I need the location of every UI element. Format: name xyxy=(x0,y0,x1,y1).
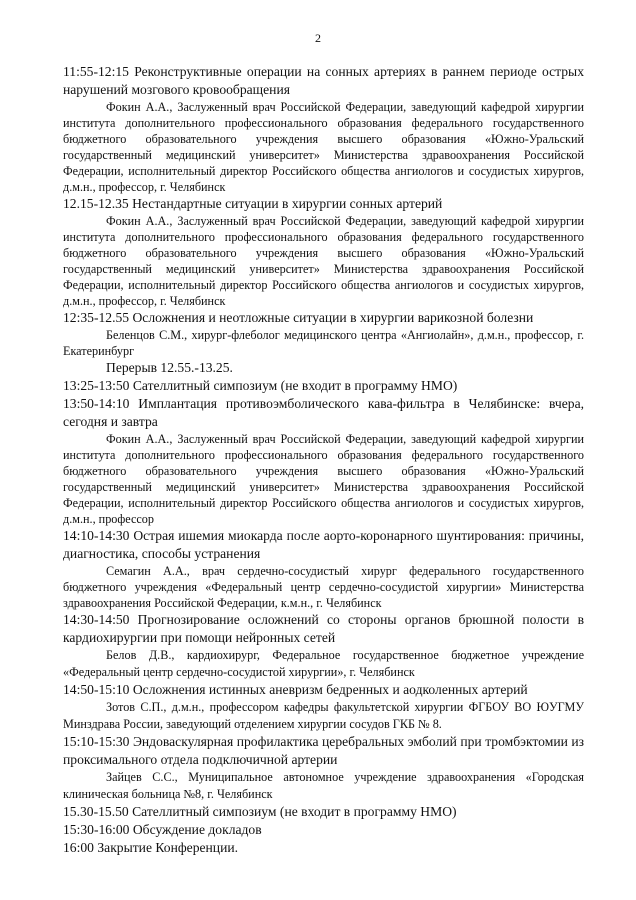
session-title: 15.30-15.50 Сателлитный симпозиум (не входит в программу НМО) xyxy=(63,804,457,819)
session-title: 13:50-14:10 Имплантация противоэмболического кава-фильтра в Челябинске: вчера, сегодня и завтра xyxy=(63,396,584,429)
speaker-info: Белов Д.В., кардиохирург, Федеральное государственное бюджетное учреждение «Федеральный центр сердечно-сосудистой хирургии», г. Челябинск xyxy=(63,648,584,679)
speaker-info: Беленцов С.М., хирург-флеболог медицинского центра «Ангиолайн», д.м.н., профессор, г. Екатеринбург xyxy=(63,328,584,358)
speaker-info: Фокин А.А., Заслуженный врач Российской Федерации, заведующий кафедрой хирургии института дополнительного профессионального образования федерального государственного бюджетного образовательного учреждения высшего образования «Южно-Уральский государственный медицинский университет» Министерства здравоохранения Российской Федерации, исполнительный директор Российского общества ангиологов и сосудистых хирургов, д.м.н., профессор, г. Челябинск xyxy=(63,100,584,194)
session-title: 15:10-15:30 Эндоваскулярная профилактика церебральных эмболий при тромбэктомии из проксимального отдела подключичной артерии xyxy=(63,734,584,767)
session-title: 14:10-14:30 Острая ишемия миокарда после аорто-коронарного шунтирования: причины, диагностика, способы устранения xyxy=(63,528,584,561)
page-number: 2 xyxy=(315,31,321,45)
speaker-info: Фокин А.А., Заслуженный врач Российской Федерации, заведующий кафедрой хирургии института дополнительного профессионального образования федерального государственного бюджетного образовательного учреждения высшего образования «Южно-Уральский государственный медицинский университет» Министерства здравоохранения Российской Федерации, исполнительный директор Российского общества ангиологов и сосудистых хирургов, д.м.н., профессор xyxy=(63,432,584,526)
session-title: 12:35-12.55 Осложнения и неотложные ситуации в хирургии варикозной болезни xyxy=(63,310,534,325)
session-title: 14:30-14:50 Прогнозирование осложнений со стороны органов брюшной полости в кардиохирургии при помощи нейронных сетей xyxy=(63,612,584,645)
break-line: Перерыв 12.55.-13.25. xyxy=(106,360,233,375)
session-title: 11:55-12:15 Реконструктивные операции на сонных артериях в раннем периоде острых нарушений мозгового кровообращения xyxy=(63,64,584,97)
session-title: 12.15-12.35 Нестандартные ситуации в хирургии сонных артерий xyxy=(63,196,443,211)
session-title: 16:00 Закрытие Конференции. xyxy=(63,840,239,855)
program-content xyxy=(63,63,584,857)
session-title: 13:25-13:50 Сателлитный симпозиум (не входит в программу НМО) xyxy=(63,378,458,393)
session-title: 14:50-15:10 Осложнения истинных аневризм бедренных и аодколенных артерий xyxy=(63,682,528,697)
speaker-info: Зайцев С.С., Муниципальное автономное учреждение здравоохранения «Городская клиническая больница №8, г. Челябинск xyxy=(63,770,584,801)
speaker-info: Зотов С.П., д.м.н., профессором кафедры факультетской хирургии ФГБОУ ВО ЮУГМУ Минздрава России, заведующий отделением хирургии сосудов ГКБ № 8. xyxy=(63,700,584,731)
speaker-info: Семагин А.А., врач сердечно-сосудистый хирург федерального государственного бюджетного учреждения «Федеральный центр сердечно-сосудистой хирургии» Министерства здравоохранения Российской Федерации, к.м.н., г. Челябинск xyxy=(63,564,584,610)
session-title: 15:30-16:00 Обсуждение докладов xyxy=(63,822,262,837)
speaker-info: Фокин А.А., Заслуженный врач Российской Федерации, заведующий кафедрой хирургии института дополнительного профессионального образования федерального государственного бюджетного образовательного учреждения высшего образования «Южно-Уральский государственный медицинский университет» Министерства здравоохранения Российской Федерации, исполнительный директор Российского общества ангиологов и сосудистых хирургов, д.м.н., профессор, г. Челябинск xyxy=(63,214,584,308)
